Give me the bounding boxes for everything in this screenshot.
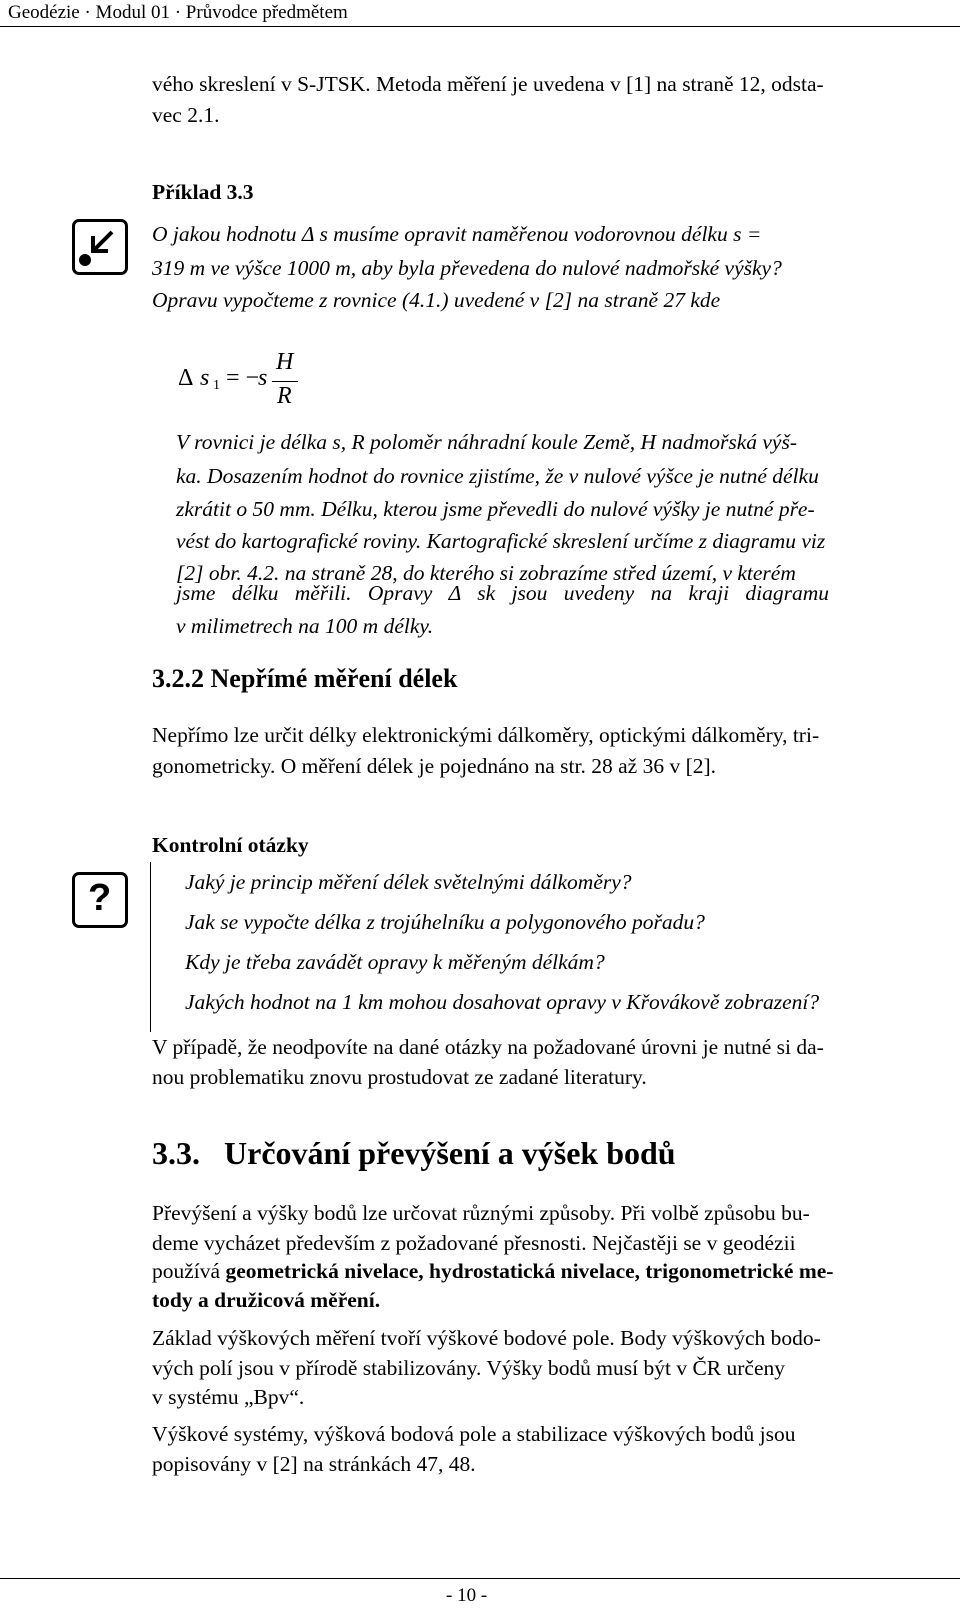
page-footer <box>0 1578 960 1614</box>
eq-denominator: R <box>277 383 292 409</box>
running-header <box>0 0 960 27</box>
section-heading-33: 3.3. Určování převýšení a výšek bodů <box>152 1135 676 1171</box>
example-line-1: O jakou hodnotu Δ s musíme opravit naměřenou vodorovnou délku s = <box>152 222 762 246</box>
expl-line-1: V rovnici je délka s, R poloměr náhradní koule Země, H nadmořská výš- <box>176 430 797 454</box>
header-title: Geodézie · Modul 01 · Průvodce předmětem <box>8 2 348 23</box>
expl-line-5: [2] obr. 4.2. na straně 28, do kterého si zobrazíme střed území, v kterém <box>176 561 796 585</box>
example-pencil-icon <box>72 219 128 275</box>
section-heading-322: 3.2.2 Nepřímé měření délek <box>152 664 458 693</box>
question-mark-icon: ? <box>72 872 128 928</box>
question-4: Jakých hodnot na 1 km mohou dosahovat opravy v Křovákově zobrazení? <box>185 990 820 1014</box>
para-33a-line-1: Převýšení a výšky bodů lze určovat různými způsoby. Při volbě způsobu bu- <box>152 1201 810 1225</box>
example-line-3: Opravu vypočteme z rovnice (4.1.) uvedené v [2] na straně 27 kde <box>152 288 721 312</box>
para-33a-line-3-plain: používá <box>152 1259 226 1283</box>
after-q-line-1: V případě, že neodpovíte na dané otázky na požadované úrovni je nutné si da- <box>152 1035 824 1059</box>
intro-line-2: vec 2.1. <box>152 103 220 127</box>
expl-line-3: zkrátit o 50 mm. Délku, kterou jsme převedli do nulové výšky je nutné pře- <box>176 497 815 521</box>
question-1: Jaký je princip měření délek světelnými dálkoměry? <box>185 870 632 894</box>
question-3: Kdy je třeba zavádět opravy k měřeným délkám? <box>185 950 605 974</box>
equation <box>178 345 318 415</box>
example-title: Příklad 3.3 <box>152 180 254 204</box>
eq-sub: 1 <box>213 378 220 393</box>
page-number: - 10 - <box>446 1585 488 1606</box>
para-33a-line-3-bold: geometrická nivelace, hydrostatická nivelace, trigonometrické me- <box>225 1259 834 1283</box>
para-322-line-1: Nepřímo lze určit délky elektronickými dálkoměry, optickými dálkoměry, tri- <box>152 723 820 747</box>
eq-equals: = − <box>226 365 260 391</box>
expl-line-2: ka. Dosazením hodnot do rovnice zjistíme, že v nulové výšce je nutné délku <box>176 464 819 488</box>
eq-s2: s <box>258 365 268 391</box>
para-33b-line-1: Základ výškových měření tvoří výškové bodové pole. Body výškových bodo- <box>152 1326 821 1350</box>
para-33a-line-2: deme vycházet především z požadované přesnosti. Nejčastěji se v geodézii <box>152 1231 796 1255</box>
questions-title: Kontrolní otázky <box>152 833 309 857</box>
eq-delta: Δ <box>178 365 194 391</box>
para-33a-line-3 <box>152 1256 956 1286</box>
eq-numerator: H <box>276 349 294 375</box>
para-33c-line-1: Výškové systémy, výšková bodová pole a stabilizace výškových bodů jsou <box>152 1422 796 1446</box>
para-322-line-2: gonometricky. O měření délek je pojednáno na str. 28 až 36 v [2]. <box>152 754 717 778</box>
expl-line-6: jsme délku měřili. Opravy Δ sk jsou uvedeny na kraji diagramu <box>176 581 830 605</box>
eq-fraction-bar <box>272 381 298 382</box>
question-2: Jak se vypočte délka z trojúhelníku a polygonového pořadu? <box>185 910 705 934</box>
example-line-2: 319 m ve výšce 1000 m, aby byla převedena do nulové nadmořské výšky? <box>152 256 782 280</box>
after-q-line-2: nou problematiku znovu prostudovat ze zadané literatury. <box>152 1065 647 1089</box>
para-33c-line-2: popisovány v [2] na stránkách 47, 48. <box>152 1452 476 1476</box>
para-33b-line-3: v systému „Bpv“. <box>152 1385 305 1409</box>
eq-s: s <box>200 365 210 391</box>
para-33b-line-2: vých polí jsou v přírodě stabilizovány. Výšky bodů musí být v ČR určeny <box>152 1356 786 1380</box>
para-33a-line-4: tody a družicová měření. <box>152 1288 381 1312</box>
questions-list <box>150 862 941 1032</box>
expl-line-7: v milimetrech na 100 m délky. <box>176 614 434 638</box>
intro-line-1: vého skreslení v S-JTSK. Metoda měření je uvedena v [1] na straně 12, odsta- <box>152 72 824 96</box>
expl-line-4: vést do kartografické roviny. Kartografické skreslení určíme z diagramu viz <box>176 529 826 553</box>
